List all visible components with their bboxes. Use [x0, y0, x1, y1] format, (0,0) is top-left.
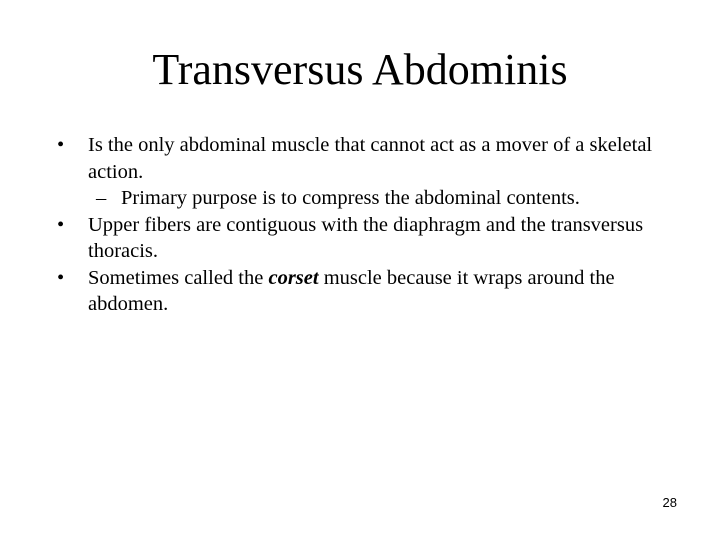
bullet-text: Upper fibers are contiguous with the diaphragm and the transversus thoracis.: [88, 213, 644, 262]
bullet-marker: •: [57, 213, 65, 236]
slide-title: Transversus Abdominis: [152, 45, 568, 94]
bullet-item-corset: [0, 265, 720, 318]
bullet-marker: •: [57, 266, 65, 289]
sub-bullet-item-purpose: [0, 185, 720, 212]
page-number: 28: [662, 495, 677, 510]
bullet-item-only-muscle: [0, 132, 720, 185]
bullet-text-after: muscle because it wraps around the abdomen.: [88, 266, 615, 315]
sub-bullet-text: Primary purpose is to compress the abdominal contents.: [121, 187, 580, 209]
bullet-text-before: Sometimes called the: [88, 266, 269, 289]
sub-bullet-marker: –: [96, 187, 107, 209]
bullet-item-upper-fibers: [0, 212, 720, 265]
bullet-list: [0, 132, 720, 318]
bullet-emphasis: corset: [268, 266, 319, 289]
bullet-text: Is the only abdominal muscle that cannot act as a mover of a skeletal action.: [88, 134, 653, 183]
bullet-marker: •: [57, 134, 65, 156]
